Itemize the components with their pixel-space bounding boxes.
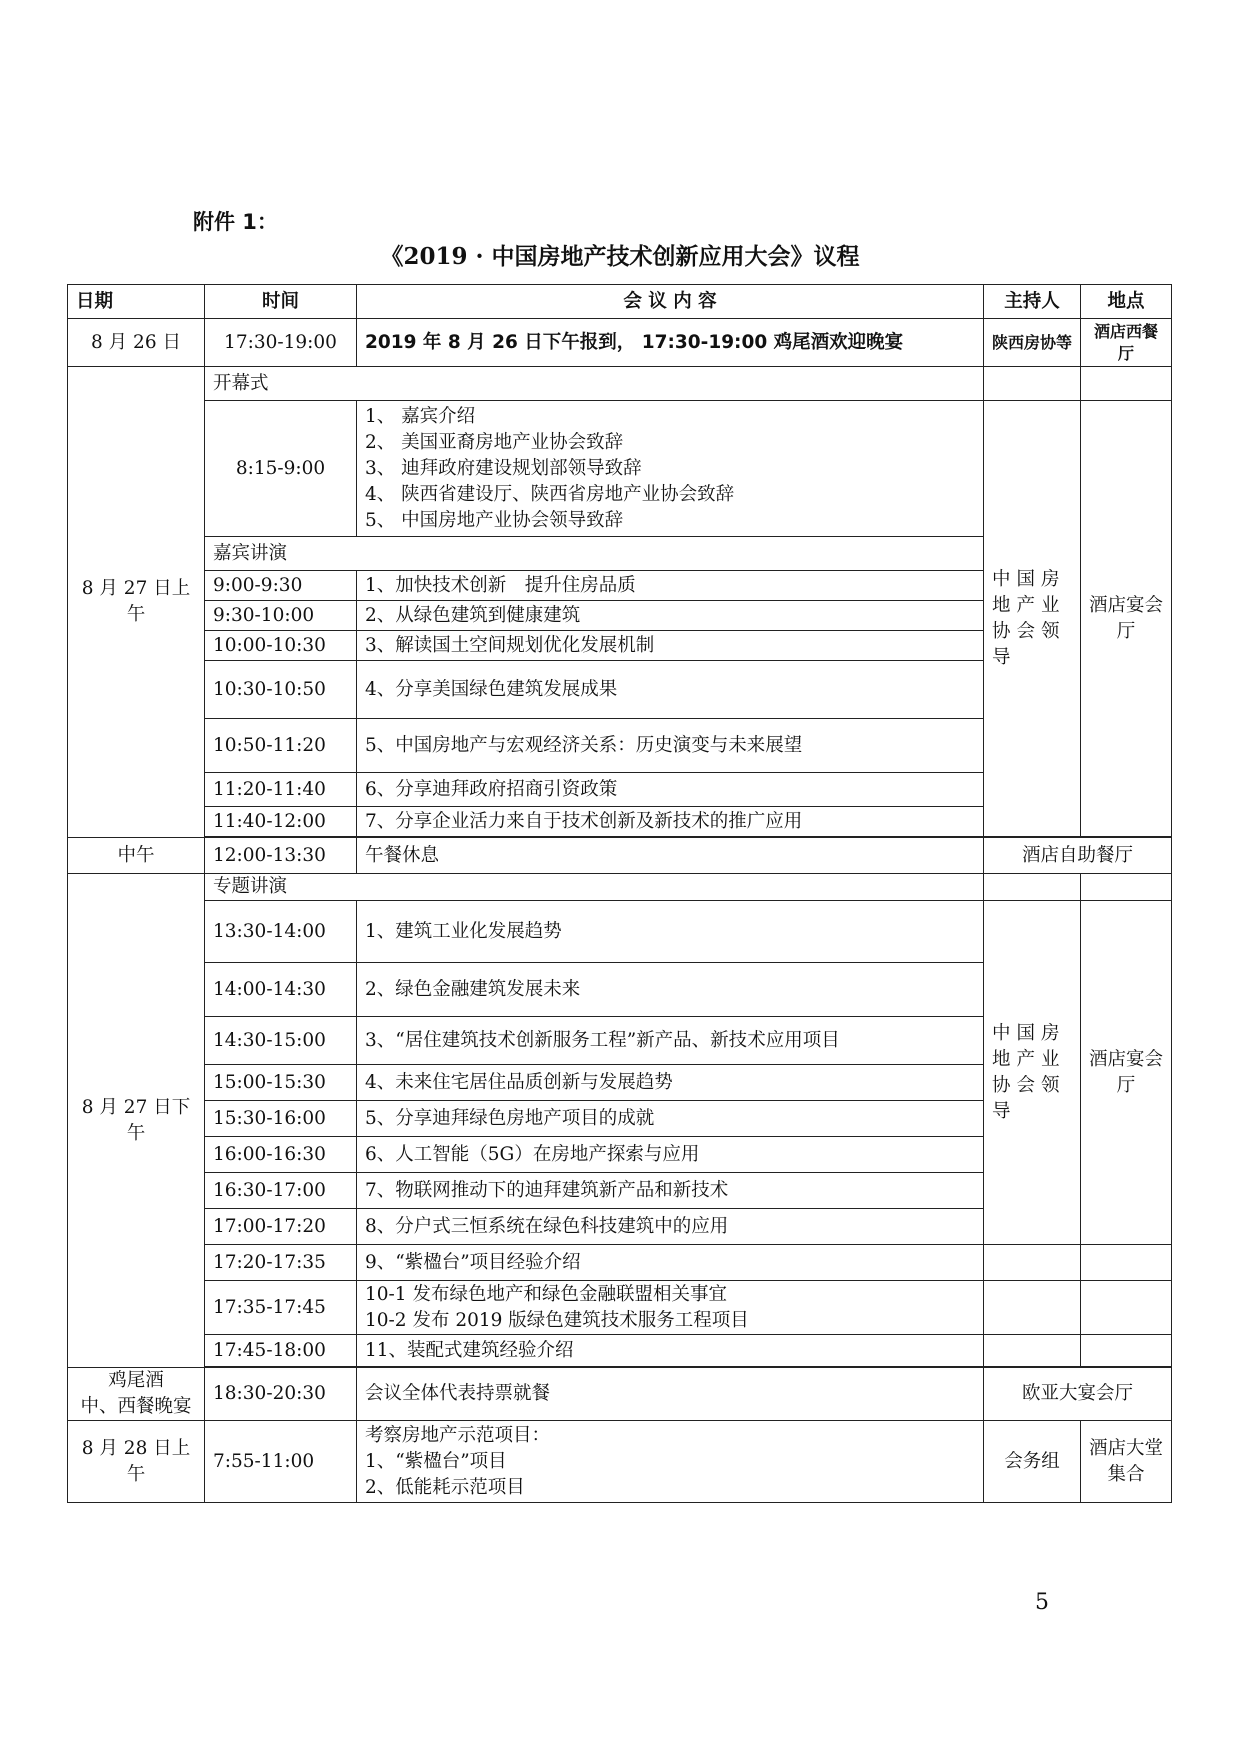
host-cell-pm: 中国房地产业协会领导 (984, 901, 1081, 1245)
page-number: 5 (1035, 1590, 1049, 1615)
time-cell: 9:30-10:00 (205, 601, 357, 631)
list-item: 2、低能耗示范项目 (365, 1476, 525, 1498)
list-item: 考察房地产示范项目： (365, 1424, 551, 1446)
host-cell-am: 中国房地产业协会领导 (984, 401, 1081, 837)
empty-cell (1081, 1335, 1172, 1367)
time-cell: 12:00-13:30 (205, 838, 357, 874)
content-cell: 2、从绿色建筑到健康建筑 (357, 601, 984, 631)
content-cell: 1、建筑工业化发展趋势 (357, 901, 984, 963)
empty-cell (984, 1335, 1081, 1367)
content-cell: 午餐休息 (357, 838, 984, 874)
date-cell-am: 8 月 27 日上午 (68, 367, 205, 838)
time-cell: 17:35-17:45 (205, 1281, 357, 1335)
time-cell: 15:00-15:30 (205, 1065, 357, 1101)
table-row (68, 401, 1172, 537)
list-item: 3、 迪拜政府建设规划部领导致辞 (365, 457, 642, 479)
time-cell: 10:50-11:20 (205, 719, 357, 773)
table-row (68, 1335, 1172, 1367)
date-line: 鸡尾酒 (108, 1370, 164, 1391)
time-cell: 11:20-11:40 (205, 773, 357, 807)
time-cell: 14:00-14:30 (205, 963, 357, 1017)
table-row (68, 319, 1172, 367)
date-cell-dinner (68, 1368, 205, 1421)
location-cell-pm: 酒店宴会厅 (1081, 901, 1172, 1245)
empty-cell (1081, 874, 1172, 901)
time-cell: 17:30-19:00 (205, 319, 357, 367)
table-row (68, 874, 1172, 901)
time-cell: 18:30-20:30 (205, 1368, 357, 1421)
host-cell: 陕西房协等 (984, 319, 1081, 367)
empty-cell (1081, 1281, 1172, 1335)
date-cell-pm: 8 月 27 日下午 (68, 874, 205, 1368)
empty-cell (1081, 1245, 1172, 1281)
location-cell: 酒店大堂集合 (1081, 1421, 1172, 1503)
time-cell: 8:15-9:00 (205, 401, 357, 537)
content-cell: 4、分享美国绿色建筑发展成果 (357, 661, 984, 719)
time-cell: 11:40-12:00 (205, 807, 357, 837)
location-cell-am: 酒店宴会厅 (1081, 401, 1172, 837)
list-item: 10-2 发布 2019 版绿色建筑技术服务工程项目 (365, 1309, 749, 1331)
content-cell: 2、绿色金融建筑发展未来 (357, 963, 984, 1017)
content-cell: 11、装配式建筑经验介绍 (357, 1335, 984, 1367)
list-item: 2、 美国亚裔房地产业协会致辞 (365, 431, 624, 453)
document-title: 《2019 · 中国房地产技术创新应用大会》议程 (380, 243, 860, 270)
time-cell: 15:30-16:00 (205, 1101, 357, 1137)
header-location: 地点 (1081, 285, 1172, 319)
time-cell: 17:20-17:35 (205, 1245, 357, 1281)
content-cell (357, 1421, 984, 1503)
time-cell: 10:30-10:50 (205, 661, 357, 719)
content-cell: 6、人工智能（5G）在房地产探索与应用 (357, 1137, 984, 1173)
location-cell: 酒店西餐厅 (1081, 319, 1172, 367)
content-cell: 3、解读国土空间规划优化发展机制 (357, 631, 984, 661)
list-item: 10-1 发布绿色地产和绿色金融联盟相关事宜 (365, 1283, 727, 1305)
content-cell: 7、分享企业活力来自于技术创新及新技术的推广应用 (357, 807, 984, 837)
content-cell: 1、加快技术创新 提升住房品质 (357, 571, 984, 601)
time-cell: 16:00-16:30 (205, 1137, 357, 1173)
location-cell: 欧亚大宴会厅 (984, 1368, 1172, 1421)
header-row (68, 285, 1172, 319)
agenda-table (67, 284, 1172, 1503)
content-cell: 6、分享迪拜政府招商引资政策 (357, 773, 984, 807)
content-cell: 3、“居住建筑技术创新服务工程”新产品、新技术应用项目 (357, 1017, 984, 1065)
empty-cell (984, 367, 1081, 401)
date-cell: 8 月 26 日 (68, 319, 205, 367)
location-cell: 酒店自助餐厅 (984, 838, 1172, 874)
content-cell: 7、物联网推动下的迪拜建筑新产品和新技术 (357, 1173, 984, 1209)
header-date: 日期 (68, 285, 205, 319)
time-cell: 10:00-10:30 (205, 631, 357, 661)
content-cell: 4、未来住宅居住品质创新与发展趋势 (357, 1065, 984, 1101)
time-cell: 17:00-17:20 (205, 1209, 357, 1245)
time-cell: 14:30-15:00 (205, 1017, 357, 1065)
content-cell-opening (357, 401, 984, 537)
content-cell (357, 1281, 984, 1335)
time-cell: 7:55-11:00 (205, 1421, 357, 1503)
content-cell: 5、中国房地产与宏观经济关系：历史演变与未来展望 (357, 719, 984, 773)
list-item: 1、 嘉宾介绍 (365, 405, 476, 427)
table-row (68, 1245, 1172, 1281)
host-cell: 会务组 (984, 1421, 1081, 1503)
table-row (68, 1368, 1172, 1421)
header-time: 时间 (205, 285, 357, 319)
list-item: 1、“紫楹台”项目 (365, 1450, 507, 1472)
content-cell: 会议全体代表持票就餐 (357, 1368, 984, 1421)
time-cell: 17:45-18:00 (205, 1335, 357, 1367)
attachment-label: 附件 1： (193, 210, 278, 234)
section-opening: 开幕式 (205, 367, 984, 401)
empty-cell (1081, 367, 1172, 401)
table-row (68, 1281, 1172, 1335)
content-cell: 8、分户式三恒系统在绿色科技建筑中的应用 (357, 1209, 984, 1245)
table-row (68, 1421, 1172, 1503)
content-cell: 5、分享迪拜绿色房地产项目的成就 (357, 1101, 984, 1137)
empty-cell (984, 1281, 1081, 1335)
section-guest: 嘉宾讲演 (205, 537, 984, 571)
header-host: 主持人 (984, 285, 1081, 319)
section-topic: 专题讲演 (205, 874, 984, 901)
table-row (68, 367, 1172, 401)
empty-cell (984, 1245, 1081, 1281)
table-row (68, 901, 1172, 963)
empty-cell (984, 874, 1081, 901)
time-cell: 9:00-9:30 (205, 571, 357, 601)
date-line: 中、西餐晚宴 (80, 1396, 192, 1417)
list-item: 4、 陕西省建设厅、陕西省房地产业协会致辞 (365, 483, 735, 505)
list-item: 5、 中国房地产业协会领导致辞 (365, 509, 624, 531)
date-cell: 8 月 28 日上午 (68, 1421, 205, 1503)
content-cell: 2019 年 8 月 26 日下午报到， 17:30-19:00 鸡尾酒欢迎晚宴 (357, 319, 984, 367)
table-row (68, 838, 1172, 874)
date-cell: 中午 (68, 838, 205, 874)
time-cell: 13:30-14:00 (205, 901, 357, 963)
time-cell: 16:30-17:00 (205, 1173, 357, 1209)
header-content: 会 议 内 容 (357, 285, 984, 319)
content-cell: 9、“紫楹台”项目经验介绍 (357, 1245, 984, 1281)
